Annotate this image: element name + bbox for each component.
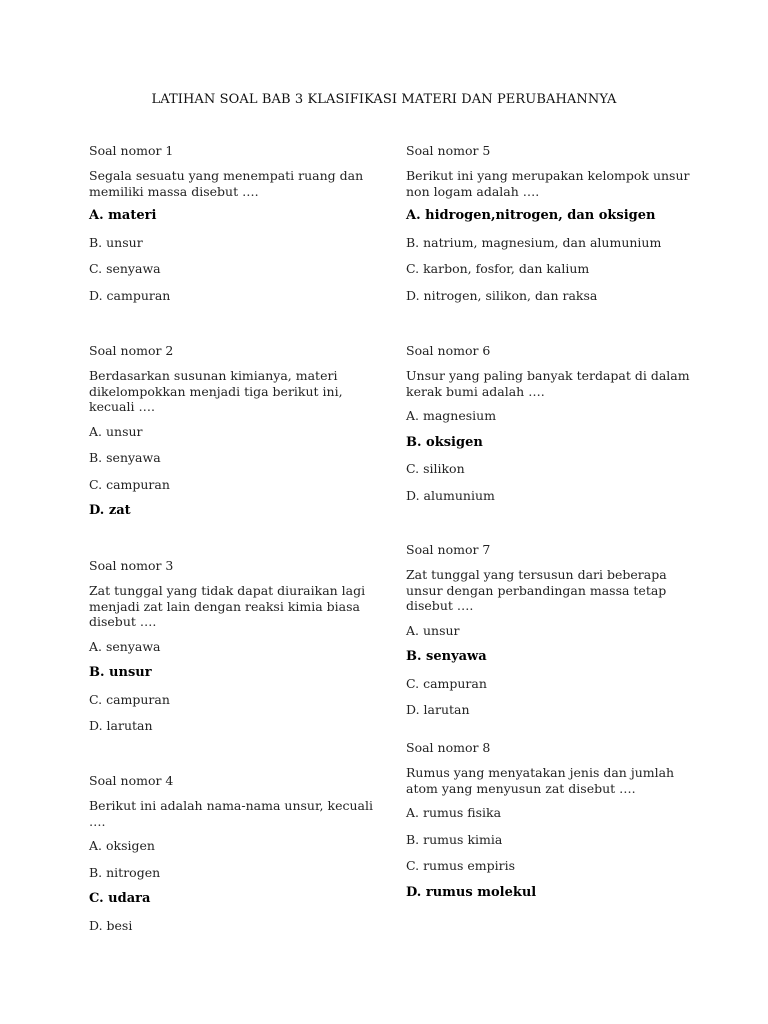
option-d: D. nitrogen, silikon, dan raksa <box>406 287 598 303</box>
option-a: A. magnesium <box>406 408 497 423</box>
answer-options <box>89 639 379 745</box>
question-number: Soal nomor 1 <box>89 143 174 158</box>
option-c: C. campuran <box>406 675 487 691</box>
option-d: D. larutan <box>406 702 470 717</box>
option-d: D. campuran <box>89 287 171 303</box>
option-b: B. senyawa <box>89 450 161 465</box>
answer-options <box>406 408 696 514</box>
option-a: A. senyawa <box>89 638 161 654</box>
option-a: A. unsur <box>89 423 143 439</box>
answer-options <box>89 208 379 314</box>
question-number: Soal nomor 4 <box>89 773 174 788</box>
option-a: A. materi <box>89 208 157 223</box>
option-d: D. zat <box>89 503 131 518</box>
question-4 <box>89 773 379 944</box>
question-2 <box>89 343 379 530</box>
question-text: Berikut ini adalah nama-nama unsur, kecuali …. <box>89 798 373 829</box>
option-c: C. campuran <box>89 691 170 707</box>
option-b: B. rumus kimia <box>406 831 503 847</box>
option-c: C. silikon <box>406 461 465 476</box>
option-b: B. oksigen <box>406 434 483 450</box>
option-d: D. alumunium <box>406 487 495 503</box>
answer-options <box>406 623 696 729</box>
option-c: C. campuran <box>89 476 170 492</box>
question-text: Berikut ini yang merupakan kelompok unsur non logam adalah …. <box>406 168 690 199</box>
question-7 <box>406 542 696 729</box>
option-c: C. rumus empiris <box>406 858 516 873</box>
option-a: A. rumus fisika <box>406 805 502 820</box>
question-number: Soal nomor 8 <box>406 740 491 755</box>
question-number: Soal nomor 6 <box>406 343 491 358</box>
question-6 <box>406 343 696 514</box>
option-b: B. natrium, magnesium, dan alumunium <box>406 234 662 250</box>
option-b: B. senyawa <box>406 649 487 664</box>
question-number: Soal nomor 5 <box>406 143 491 158</box>
answer-options <box>406 208 696 314</box>
option-b: B. unsur <box>89 234 143 250</box>
answer-options <box>89 838 379 944</box>
question-1 <box>89 143 379 314</box>
question-8 <box>406 740 696 911</box>
page-title: LATIHAN SOAL BAB 3 KLASIFIKASI MATERI DAN PERUBAHANNYA <box>151 92 617 107</box>
question-number: Soal nomor 3 <box>89 558 174 573</box>
option-d: D. rumus molekul <box>406 884 537 900</box>
question-5 <box>406 143 696 314</box>
option-c: C. senyawa <box>89 261 161 276</box>
question-text: Rumus yang menyatakan jenis dan jumlah atom yang menyusun zat disebut …. <box>406 765 675 796</box>
question-text: Berdasarkan susunan kimianya, materi dikelompokkan menjadi tiga berikut ini, kecuali …. <box>89 368 343 414</box>
question-text: Unsur yang paling banyak terdapat di dalam kerak bumi adalah …. <box>406 368 690 399</box>
option-d: D. larutan <box>89 718 153 733</box>
option-a: A. hidrogen,nitrogen, dan oksigen <box>406 208 656 223</box>
option-d: D. besi <box>89 917 133 933</box>
answer-options <box>406 805 696 911</box>
option-c: C. udara <box>89 891 151 906</box>
option-b: B. nitrogen <box>89 864 161 880</box>
question-text: Zat tunggal yang tersusun dari beberapa unsur dengan perbandingan massa tetap disebut …. <box>406 567 667 613</box>
question-text: Segala sesuatu yang menempati ruang dan memiliki massa disebut …. <box>89 168 364 199</box>
question-text: Zat tunggal yang tidak dapat diuraikan lagi menjadi zat lain dengan reaksi kimia biasa disebut …. <box>89 583 366 629</box>
option-a: A. unsur <box>406 622 460 638</box>
option-a: A. oksigen <box>89 838 155 853</box>
question-3 <box>89 558 379 745</box>
option-b: B. unsur <box>89 665 152 680</box>
question-number: Soal nomor 7 <box>406 542 491 557</box>
question-number: Soal nomor 2 <box>89 343 174 358</box>
answer-options <box>89 424 379 530</box>
option-c: C. karbon, fosfor, dan kalium <box>406 261 590 276</box>
